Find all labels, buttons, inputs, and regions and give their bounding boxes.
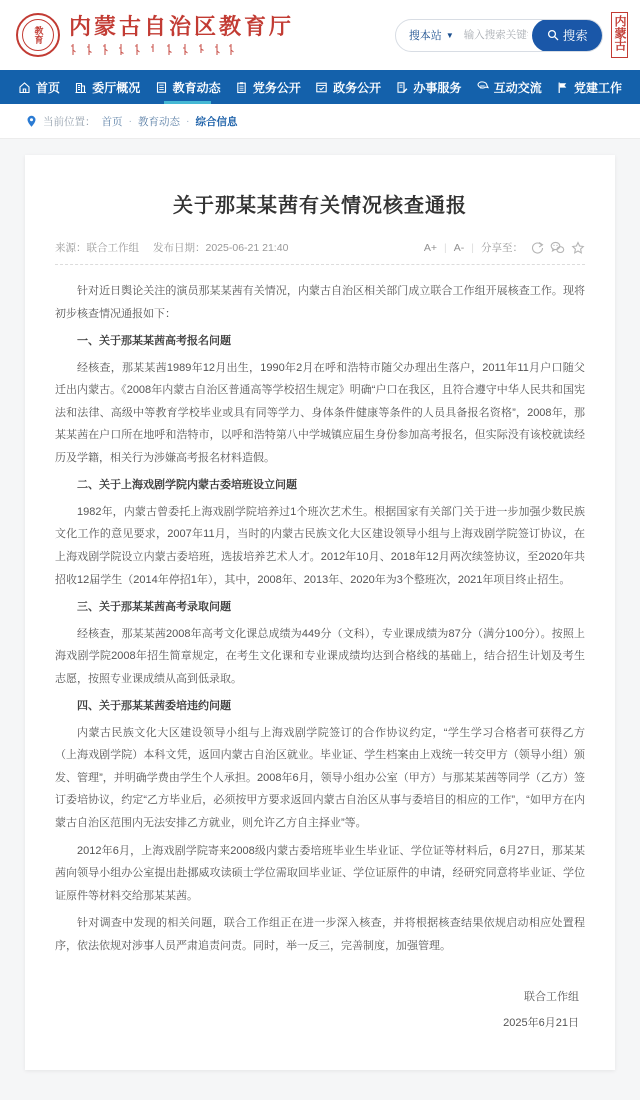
article-paragraph: 内蒙古民族文化大区建设领导小组与上海戏剧学院签订的合作协议约定，“学生学习合格者可获得乙方（上海戏剧学院）本科文凭，返回内蒙古自治区就业。毕业证、学生档案由上戏统一转交甲方（领导小组）颁发、管理”，并明确学费由学生个人承担。2008年6月，领导小组办公室（甲方）与那某某茜等同学（乙方）签订委培协议，约定“乙方毕业后，必须按甲方要求返回内蒙古自治区从事与委培目的相应的工作”，“如甲方在内蒙古自治区范围内无法安排乙方就业，则允许乙方自主择业”等。 xyxy=(55,726,585,830)
page-content xyxy=(0,139,640,1100)
nav-item-overview[interactable]: 委厅概况 xyxy=(70,70,144,104)
article-publish-date: 发布日期：2025-06-21 21:40 xyxy=(153,242,289,254)
site-name: 内蒙古自治区教育厅 xyxy=(69,13,295,39)
article-paragraph: 2012年6月，上海戏剧学院寄来2008级内蒙古委培班毕业生毕业证、学位证等材料后，6月27日，那某某茜向领导小组办公室提出赴挪威攻读硕士学位需取回毕业证、学位证原件的申请，经研究同意将毕业证、学位证原件等材料交给那某某茜。 xyxy=(55,844,585,902)
breadcrumb-item-education-news[interactable]: 教育动态 xyxy=(138,115,180,128)
article-source: 来源：联合工作组 xyxy=(55,242,139,254)
article-paragraph: 经核查，那某某茜1989年12月出生，1990年2月在呼和浩特市随父办理出生落户，2011年11月户口随父迁出内蒙古。《2008年内蒙古自治区普通高等学校招生规定》明确“户口在我区，且符合遵守中华人民共和国宪法和法律、高级中等教育学校毕业或具有同等学力、身体条件健康等条件的人员具备报名资格”，2008年，那某某茜在户口所在地呼和浩特市，以呼和浩特第八中学城镇应届生身份参加高考报名，但实际没有该校就读经历及学籍，相关行为涉嫌高考报名材料造假。 xyxy=(55,361,585,464)
search-scope-dropdown[interactable]: 搜本站 ▼ xyxy=(408,30,454,42)
search-button[interactable]: 搜索 xyxy=(532,19,603,52)
nav-item-home[interactable]: 首页 xyxy=(14,70,64,104)
signature-org: 联合工作组 xyxy=(524,991,579,1004)
nav-item-party-affairs[interactable]: 党务公开 xyxy=(231,70,305,104)
chat-exchange-icon xyxy=(476,81,489,94)
breadcrumb-item-current[interactable]: 综合信息 xyxy=(195,115,238,128)
site-header xyxy=(0,0,640,70)
building-icon xyxy=(74,81,87,94)
flag-icon xyxy=(556,81,569,94)
article-paragraph: 1982年，内蒙古曾委托上海戏剧学院培养过1个班次艺术生。根据国家有关部门关于进一步加强少数民族文化工作的意见要求，2007年11月，当时的内蒙古民族文化大区建设领导小组与上海戏剧学院签订协议，在上海戏剧学院设立内蒙古委培班，选拔培养艺术人才。2012年10月、2018年12月两次续签协议，至2020年共招收12届学生（2014年停招1年），其中，2008年、2013年、2020年为3个整班次，2021年项目终止招生。 xyxy=(55,505,585,586)
chevron-down-icon: ▼ xyxy=(445,30,454,40)
font-increase-button[interactable]: A+ xyxy=(423,241,438,254)
document-pen-icon xyxy=(395,81,408,94)
breadcrumb-separator: · xyxy=(128,115,132,127)
nav-item-interaction[interactable]: 互动交流 xyxy=(472,70,546,104)
mongolian-script-decoration xyxy=(69,43,294,61)
favorite-star-icon[interactable] xyxy=(571,241,585,255)
wechat-icon[interactable] xyxy=(550,241,565,255)
location-pin-icon xyxy=(26,115,37,128)
share-icon[interactable] xyxy=(530,241,544,255)
section-heading-4: 四、关于那某某茜委培违约问题 xyxy=(77,700,231,713)
search-box xyxy=(395,19,603,52)
nav-item-education-news[interactable]: 教育动态 xyxy=(151,70,225,104)
signature-date: 2025年6月21日 xyxy=(503,1016,579,1029)
breadcrumb-item-home[interactable]: 首页 xyxy=(101,115,123,128)
share-label: 分享至： xyxy=(481,242,523,254)
site-logo[interactable] xyxy=(16,10,294,61)
article-title: 关于那某某茜有关情况核查通报 xyxy=(173,195,467,217)
section-heading-3: 三、关于那某某茜高考录取问题 xyxy=(77,601,231,614)
breadcrumb xyxy=(0,104,640,139)
home-icon xyxy=(18,81,31,94)
clipboard-icon xyxy=(235,81,248,94)
article-signature xyxy=(55,985,585,1036)
document-list-icon xyxy=(155,81,168,94)
section-heading-1: 一、关于那某某茜高考报名问题 xyxy=(77,335,231,348)
article-paragraph: 针对近日舆论关注的演员那某某茜有关情况，内蒙古自治区相关部门成立联合工作组开展核查工作。现将初步核查情况通报如下： xyxy=(55,285,585,320)
nav-item-services[interactable]: 办事服务 xyxy=(391,70,465,104)
seal-emblem-icon: 教育 xyxy=(16,13,60,57)
search-icon xyxy=(547,29,559,41)
calligraphy-seal-stamp: 内蒙古 xyxy=(611,12,628,58)
nav-item-party-building[interactable]: 党建工作 xyxy=(552,70,626,104)
article-paragraph: 经核查，那某某茜2008年高考文化课总成绩为449分（文科），专业课成绩为87分（满分100分）。按照上海戏剧学院2008年招生简章规定，在考生文化课和专业课成绩均达到合格线的基础上，结合招生计划及考生志愿，按照专业课成绩从高到低录取。 xyxy=(55,627,585,685)
breadcrumb-separator: · xyxy=(186,115,190,127)
section-heading-2: 二、关于上海戏剧学院内蒙古委培班设立问题 xyxy=(77,479,297,492)
font-decrease-button[interactable]: A- xyxy=(453,241,465,254)
article-paragraph: 针对调查中发现的相关问题，联合工作组正在进一步深入核查，并将根据核查结果依规启动相应处置程序，依法依规对涉事人员严肃追责问责。同时，举一反三，完善制度，加强管理。 xyxy=(55,917,585,952)
article-meta: 来源：联合工作组 发布日期：2025-06-21 21:40 A+ | A- | 分享至： xyxy=(55,240,585,265)
breadcrumb-label: 当前位置： xyxy=(43,115,96,128)
search-input[interactable] xyxy=(460,29,532,41)
main-navigation xyxy=(0,70,640,104)
article-body xyxy=(55,280,585,1036)
nav-item-gov-affairs[interactable]: 政务公开 xyxy=(311,70,385,104)
article-card xyxy=(25,155,615,1070)
window-check-icon xyxy=(315,81,328,94)
